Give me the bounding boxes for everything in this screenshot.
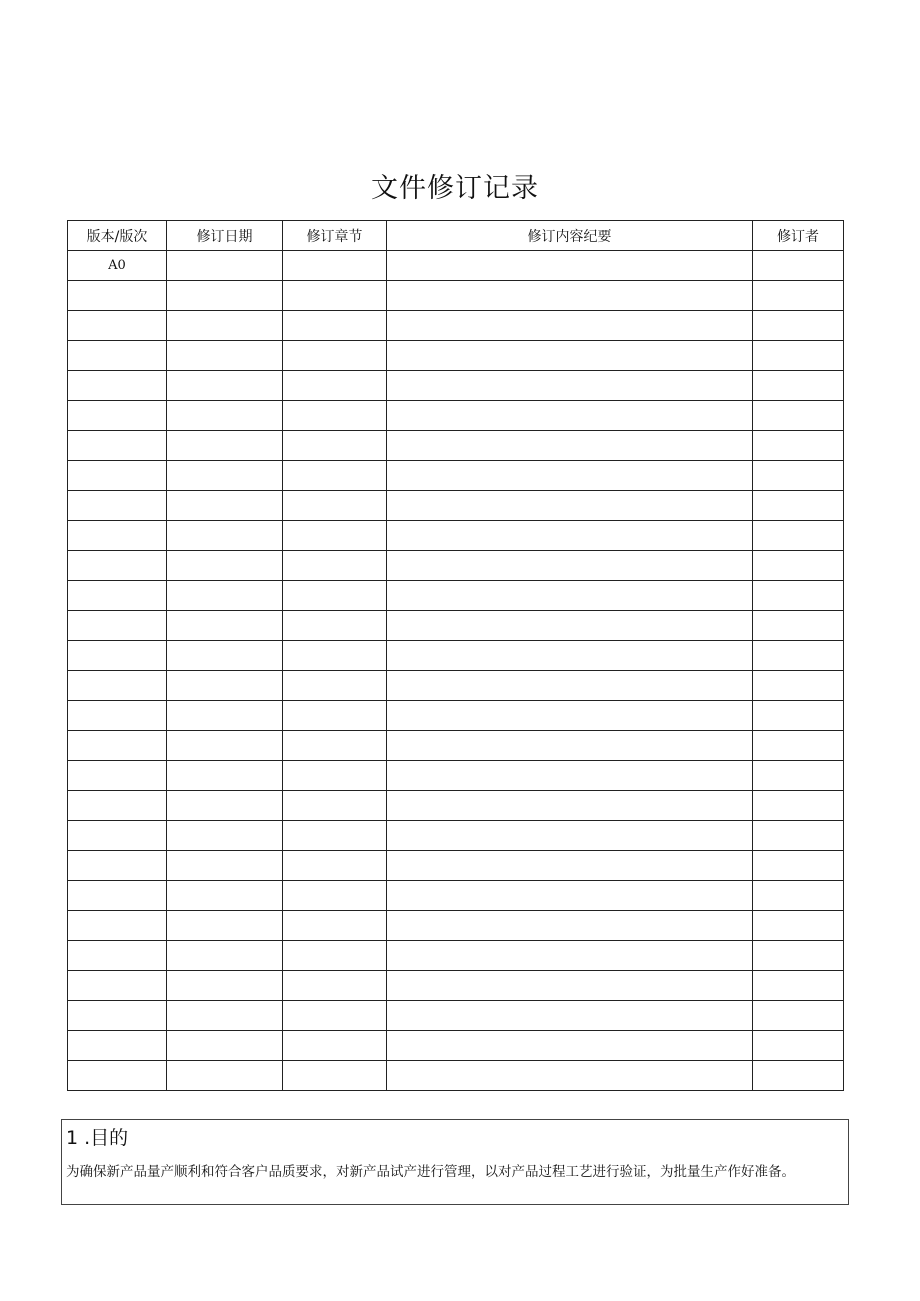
table-row [68, 581, 844, 611]
table-cell [283, 371, 387, 401]
table-cell [387, 401, 753, 431]
table-cell [753, 281, 844, 311]
table-cell [283, 1061, 387, 1091]
table-cell [753, 941, 844, 971]
table-cell [387, 311, 753, 341]
table-cell [387, 941, 753, 971]
table-cell [753, 911, 844, 941]
table-cell [283, 731, 387, 761]
table-row [68, 341, 844, 371]
table-row [68, 791, 844, 821]
table-cell [167, 1001, 283, 1031]
table-cell [753, 581, 844, 611]
table-cell [387, 701, 753, 731]
table-row [68, 941, 844, 971]
table-cell [68, 731, 167, 761]
table-cell [167, 761, 283, 791]
table-cell [283, 611, 387, 641]
table-cell [68, 341, 167, 371]
table-cell [283, 881, 387, 911]
table-cell [167, 1031, 283, 1061]
table-cell [68, 581, 167, 611]
table-cell [68, 971, 167, 1001]
table-cell [387, 371, 753, 401]
table-cell [283, 761, 387, 791]
table-cell [283, 281, 387, 311]
table-cell [283, 791, 387, 821]
table-cell [283, 1001, 387, 1031]
table-cell [753, 671, 844, 701]
table-cell [167, 881, 283, 911]
table-cell [283, 1031, 387, 1061]
table-cell [283, 971, 387, 1001]
table-cell [68, 821, 167, 851]
table-row [68, 731, 844, 761]
table-body [68, 251, 844, 1091]
table-cell [753, 551, 844, 581]
table-row [68, 911, 844, 941]
table-cell [753, 401, 844, 431]
section-body-text: 为确保新产品量产顺利和符合客户品质要求，对新产品试产进行管理，以对产品过程工艺进行验证，为批量生产作好准备。 [66, 1164, 795, 1180]
table-cell [167, 611, 283, 641]
section-heading: 1 .目的 [66, 1127, 129, 1149]
table-cell [167, 491, 283, 521]
table-cell [283, 461, 387, 491]
table-cell [68, 401, 167, 431]
table-cell [753, 731, 844, 761]
table-row [68, 1061, 844, 1091]
table-row [68, 611, 844, 641]
table-cell [387, 641, 753, 671]
table-row [68, 461, 844, 491]
header-revision-summary: 修订内容纪要 [387, 221, 753, 251]
table-cell [387, 1031, 753, 1061]
table-cell [167, 851, 283, 881]
table-cell [387, 761, 753, 791]
table-row [68, 1031, 844, 1061]
table-cell [753, 611, 844, 641]
table-cell [387, 671, 753, 701]
table-row [68, 491, 844, 521]
table-cell [753, 1061, 844, 1091]
table-cell [387, 281, 753, 311]
table-cell [167, 401, 283, 431]
table-cell [68, 611, 167, 641]
table-row [68, 281, 844, 311]
table-cell [68, 941, 167, 971]
table-cell [68, 671, 167, 701]
table-cell [753, 851, 844, 881]
table-cell [387, 1061, 753, 1091]
table-cell [68, 881, 167, 911]
table-cell [283, 581, 387, 611]
table-cell [753, 461, 844, 491]
table-cell [68, 461, 167, 491]
table-cell [387, 881, 753, 911]
table-cell [167, 311, 283, 341]
table-cell [387, 491, 753, 521]
table-row [68, 971, 844, 1001]
table-cell [283, 941, 387, 971]
table-cell [753, 431, 844, 461]
table-cell [387, 581, 753, 611]
table-cell [387, 461, 753, 491]
table-cell [387, 731, 753, 761]
table-cell [68, 281, 167, 311]
table-cell [167, 281, 283, 311]
table-cell [753, 251, 844, 281]
table-row [68, 671, 844, 701]
table-cell [167, 701, 283, 731]
table-cell [753, 311, 844, 341]
table-cell [753, 881, 844, 911]
table-cell [387, 341, 753, 371]
table-cell [387, 251, 753, 281]
table-cell [68, 431, 167, 461]
table-cell [167, 791, 283, 821]
table-cell: A0 [68, 251, 167, 281]
table-cell [387, 911, 753, 941]
table-cell [167, 521, 283, 551]
table-row [68, 821, 844, 851]
table-row [68, 851, 844, 881]
table-cell [387, 1001, 753, 1031]
table-cell [283, 851, 387, 881]
table-row [68, 431, 844, 461]
table-cell [283, 671, 387, 701]
table-cell [68, 311, 167, 341]
table-cell [753, 791, 844, 821]
table-cell [283, 491, 387, 521]
table-cell [283, 821, 387, 851]
table-cell [68, 761, 167, 791]
header-reviser: 修订者 [753, 221, 844, 251]
table-cell [68, 1031, 167, 1061]
table-cell [283, 521, 387, 551]
table-row [68, 251, 844, 281]
table-cell [387, 971, 753, 1001]
table-cell [283, 551, 387, 581]
table-cell [167, 461, 283, 491]
table-cell [387, 791, 753, 821]
header-revision-section: 修订章节 [283, 221, 387, 251]
table-cell [753, 1031, 844, 1061]
page-title: 文件修订记录 [371, 173, 539, 204]
table-cell [68, 1061, 167, 1091]
table-cell [283, 641, 387, 671]
table-cell [68, 641, 167, 671]
table-cell [167, 971, 283, 1001]
table-cell [283, 701, 387, 731]
table-cell [68, 911, 167, 941]
table-cell [283, 311, 387, 341]
table-cell [68, 701, 167, 731]
table-cell [167, 581, 283, 611]
table-cell [167, 371, 283, 401]
table-row [68, 701, 844, 731]
table-cell [387, 521, 753, 551]
table-cell [167, 341, 283, 371]
table-cell [753, 341, 844, 371]
header-version: 版本/版次 [68, 221, 167, 251]
revision-record-table [67, 220, 844, 1091]
table-header-row [68, 221, 844, 251]
table-cell [753, 701, 844, 731]
table-cell [167, 671, 283, 701]
table-cell [387, 821, 753, 851]
table-cell [167, 941, 283, 971]
table-cell [167, 731, 283, 761]
table-cell [753, 641, 844, 671]
table-cell [283, 431, 387, 461]
table-cell [167, 911, 283, 941]
table-row [68, 641, 844, 671]
table-cell [283, 341, 387, 371]
table-row [68, 401, 844, 431]
table-row [68, 521, 844, 551]
table-cell [387, 551, 753, 581]
table-cell [167, 641, 283, 671]
table-cell [68, 371, 167, 401]
table-cell [753, 821, 844, 851]
table-cell [167, 821, 283, 851]
table-cell [68, 491, 167, 521]
table-cell [68, 851, 167, 881]
table-row [68, 761, 844, 791]
table-cell [753, 761, 844, 791]
purpose-section [61, 1119, 849, 1205]
table-cell [387, 431, 753, 461]
header-revision-date: 修订日期 [167, 221, 283, 251]
table-cell [753, 1001, 844, 1031]
table-cell [753, 971, 844, 1001]
table-cell [68, 521, 167, 551]
table-cell [283, 911, 387, 941]
table-cell [167, 251, 283, 281]
table-cell [68, 791, 167, 821]
table-cell [283, 251, 387, 281]
table-cell [753, 371, 844, 401]
table-cell [387, 611, 753, 641]
table-row [68, 311, 844, 341]
table-cell [753, 491, 844, 521]
table-cell [753, 521, 844, 551]
table-row [68, 1001, 844, 1031]
table-row [68, 551, 844, 581]
table-row [68, 881, 844, 911]
table-cell [68, 551, 167, 581]
table-cell [167, 431, 283, 461]
table-cell [283, 401, 387, 431]
table-cell [387, 851, 753, 881]
table-row [68, 371, 844, 401]
table-cell [167, 1061, 283, 1091]
table-cell [68, 1001, 167, 1031]
table-cell [167, 551, 283, 581]
